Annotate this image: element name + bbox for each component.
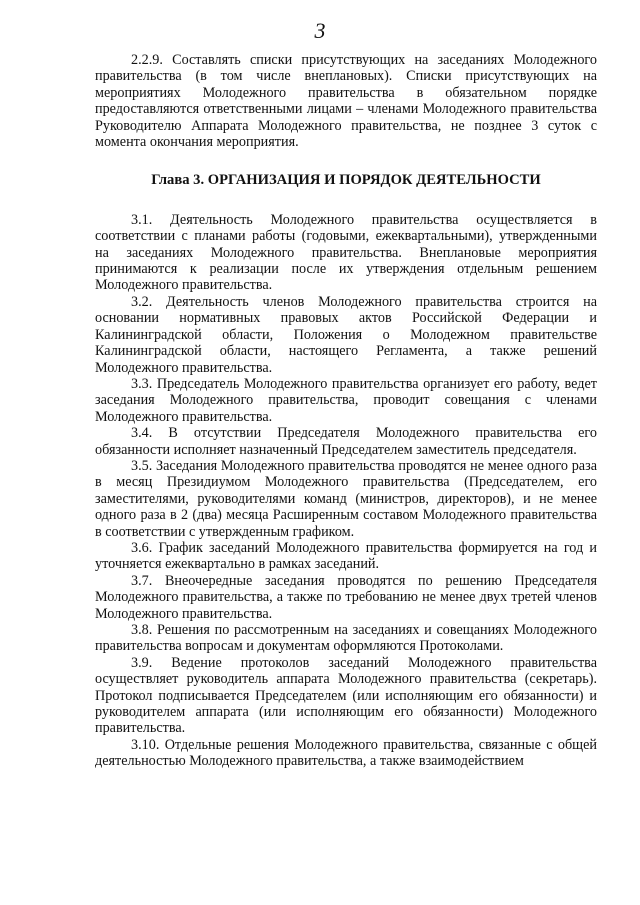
paragraph-2-2-9: 2.2.9. Составлять списки присутствующих на заседаниях Молодежного правительства (в том числе внеплановых). Списки присутствующих на мероприятиях Молодежного правительства в обязательном порядке предоставляются ответственными лицами – членами Молодежного правительства Руководителю Аппарата Молодежного правительства, не позднее 3 суток с момента окончания мероприятия. [95,52,597,151]
paragraph-3-5: 3.5. Заседания Молодежного правительства проводятся не менее одного раза в месяц Президиумом Молодежного правительства (Председателем, его заместителями, руководителями команд (министров, директоров), и не менее одного раза в 2 (два) месяца Расширенным составом Молодежного правительства в соответствии с утвержденным графиком. [95,457,597,540]
paragraph-3-6: 3.6. График заседаний Молодежного правительства формируется на год и уточняется ежеквартально в рамках заседаний. [95,539,597,573]
chapter-heading: Глава 3. ОРГАНИЗАЦИЯ И ПОРЯДОК ДЕЯТЕЛЬНОСТИ [151,172,541,189]
document-body [95,52,597,770]
paragraph-3-3: 3.3. Председатель Молодежного правительства организует его работу, ведет заседания Молодежного правительства, проводит совещания с членами Молодежного правительства. [95,375,597,425]
paragraph-3-7: 3.7. Внеочередные заседания проводятся по решению Председателя Молодежного правительства, а также по требованию не менее двух третей членов Молодежного правительства. [95,572,597,622]
paragraph-3-10: 3.10. Отдельные решения Молодежного правительства, связанные с общей деятельностью Молодежного правительства, а также взаимодействием [95,736,597,770]
paragraph-3-2: 3.2. Деятельность членов Молодежного правительства строится на основании нормативных правовых актов Российской Федерации и Калининградской области, Положения о Молодежном правительстве Калининградской области, настоящего Регламента, а также решений Молодежного правительства. [95,293,597,376]
page-number: 3 [314,18,326,43]
paragraph-3-9: 3.9. Ведение протоколов заседаний Молодежного правительства осуществляет руководитель аппарата Молодежного правительства (секретарь). Протокол подписывается Председателем (или исполняющим его обязанности) и руководителем аппарата (или исполняющим его обязанности) Молодежного правительства. [95,654,597,737]
paragraph-3-4: 3.4. В отсутствии Председателя Молодежного правительства его обязанности исполняет назначенный Председателем заместитель председателя. [95,425,597,458]
paragraph-3-1: 3.1. Деятельность Молодежного правительства осуществляется в соответствии с планами работы (годовыми, ежеквартальными), утвержденными на заседаниях Молодежного правительства. Внеплановые мероприятия принимаются к реализации после их утверждения отдельным решением Молодежного правительства. [95,211,597,294]
paragraph-3-8: 3.8. Решения по рассмотренным на заседаниях и совещаниях Молодежного правительства вопросам и документам оформляются Протоколами. [95,622,597,655]
